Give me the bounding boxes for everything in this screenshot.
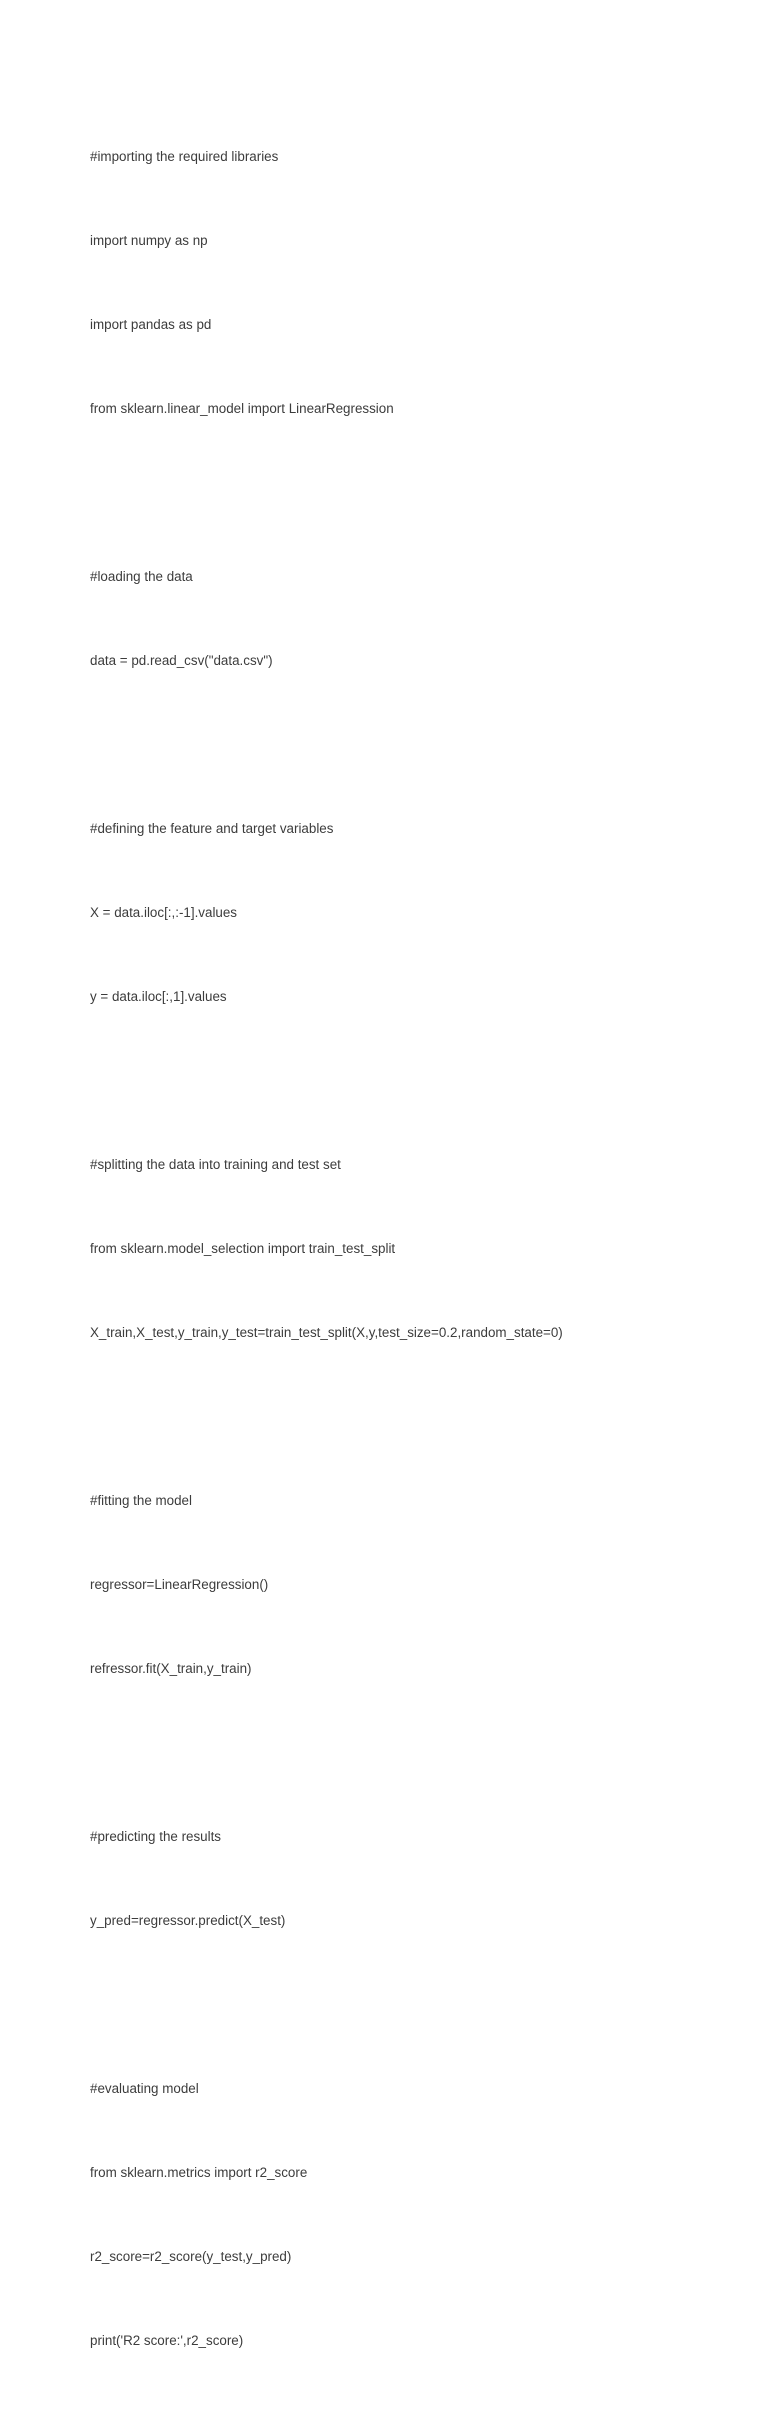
blank-line	[90, 1739, 730, 1767]
code-line: print('R2 score:',r2_score)	[90, 2333, 244, 2348]
code-listing	[90, 87, 730, 2411]
code-line: #fitting the model	[90, 1493, 192, 1508]
code-line: X = data.iloc[:,:-1].values	[90, 905, 238, 920]
code-line: y = data.iloc[:,1].values	[90, 989, 227, 1004]
blank-line	[90, 479, 730, 507]
code-line: #defining the feature and target variables	[90, 821, 334, 836]
code-line: #importing the required libraries	[90, 149, 279, 164]
code-line: from sklearn.linear_model import LinearRegression	[90, 401, 394, 416]
code-line: #predicting the results	[90, 1829, 222, 1844]
code-line: import pandas as pd	[90, 317, 212, 332]
code-line: X_train,X_test,y_train,y_test=train_test_split(X,y,test_size=0.2,random_state=0)	[90, 1325, 563, 1340]
code-line: y_pred=regressor.predict(X_test)	[90, 1913, 286, 1928]
code-line: from sklearn.model_selection import train_test_split	[90, 1241, 396, 1256]
blank-line	[90, 1067, 730, 1095]
code-line: #splitting the data into training and test set	[90, 1157, 341, 1172]
blank-line	[90, 1403, 730, 1431]
code-line: r2_score=r2_score(y_test,y_pred)	[90, 2249, 292, 2264]
code-line: #evaluating model	[90, 2081, 199, 2096]
code-line: data = pd.read_csv("data.csv")	[90, 653, 273, 668]
code-line: regressor=LinearRegression()	[90, 1577, 269, 1592]
blank-line	[90, 1991, 730, 2019]
code-line: import numpy as np	[90, 233, 208, 248]
blank-line	[90, 731, 730, 759]
code-line: #loading the data	[90, 569, 193, 584]
code-line: from sklearn.metrics import r2_score	[90, 2165, 308, 2180]
code-line: refressor.fit(X_train,y_train)	[90, 1661, 252, 1676]
